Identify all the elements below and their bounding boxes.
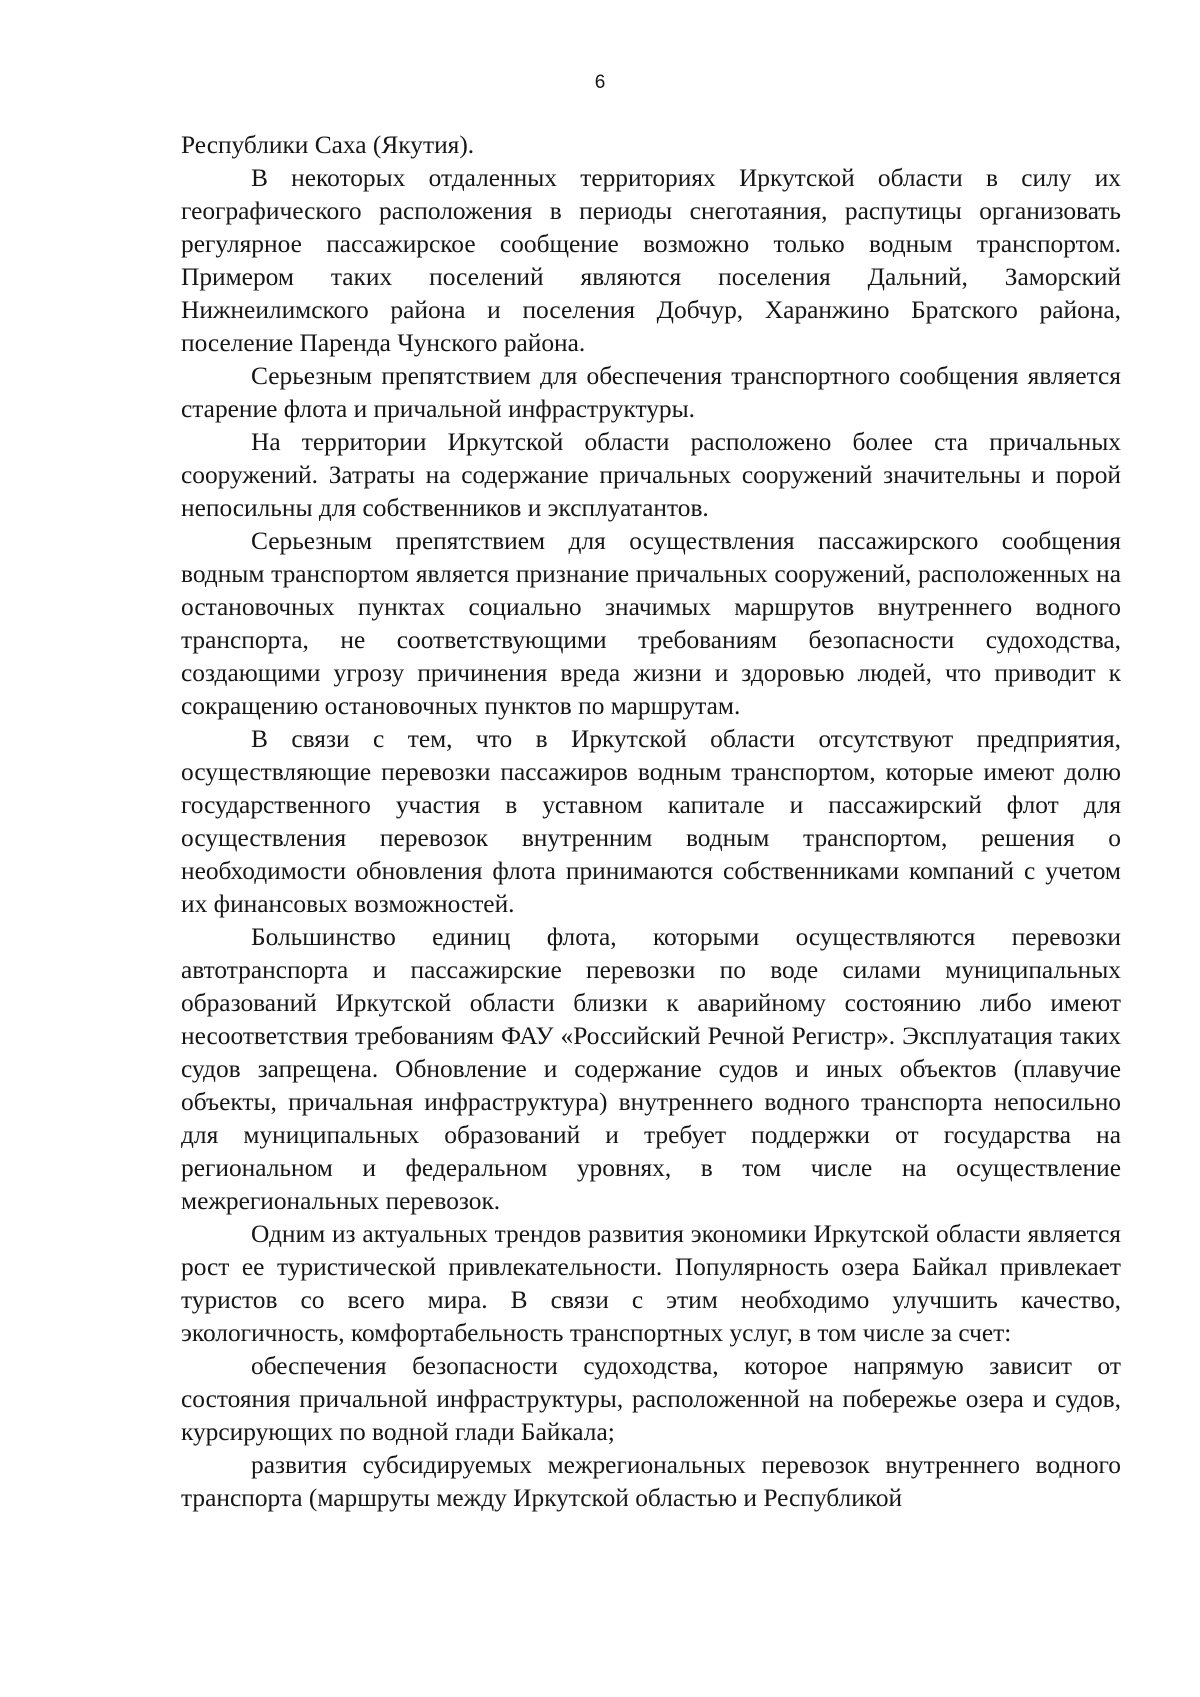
- paragraph-municipal-fleet: Большинство единиц флота, которыми осуществляются перевозки автотранспорта и пассажирские перевозки по воде силами муниципальных образований Иркутской области близки к аварийному состоянию либо имеют несоответствия требованиям ФАУ «Российский Речной Регистр». Эксплуатация таких судов запрещена. Обновление и содержание судов и иных объектов (плавучие объекты, причальная инфраструктура) внутреннего водного транспорта непосильно для муниципальных образований и требует поддержки от государства на региональном и федеральном уровнях, в том числе на осуществление межрегиональных перевозок.: [181, 923, 1121, 1215]
- paragraph-interregional-transport: развития субсидируемых межрегиональных перевозок внутреннего водного транспорта (маршруты между Иркутской областью и Республикой: [181, 1451, 1121, 1512]
- paragraph-remote-territories: В некоторых отдаленных территориях Иркутской области в силу их географического расположения в периоды снеготаяния, распутицы организовать регулярное пассажирское сообщение возможно только водным транспортом. Примером таких поселений являются поселения Дальний, Заморский Нижнеилимского района и поселения Добчур, Харанжино Братского района, поселение Паренда Чунского района.: [181, 164, 1121, 357]
- page-number: 6: [594, 72, 606, 93]
- paragraph-tourism-trend: Одним из актуальных трендов развития экономики Иркутской области является рост ее туристической привлекательности. Популярность озера Байкал привлекает туристов со всего мира. В связи с этим необходимо улучшить качество, экологичность, комфортабельность транспортных услуг, в том числе за счет:: [181, 1220, 1121, 1347]
- paragraph-berth-safety: Серьезным препятствием для осуществления пассажирского сообщения водным транспортом является признание причальных сооружений, расположенных на остановочных пунктах социально значимых маршрутов внутреннего водного транспорта, не соответствующими требованиям безопасности судоходства, создающими угрозу причинения вреда жизни и здоровью людей, что приводит к сокращению остановочных пунктов по маршрутам.: [181, 527, 1121, 720]
- paragraph-berth-structures: На территории Иркутской области расположено более ста причальных сооружений. Затраты на содержание причальных сооружений значительны и порой непосильны для собственников и эксплуатантов.: [181, 428, 1121, 522]
- document-body: [181, 129, 1121, 1515]
- paragraph-navigation-safety: обеспечения безопасности судоходства, которое напрямую зависит от состояния причальной инфраструктуры, расположенной на побережье озера и судов, курсирующих по водной глади Байкала;: [181, 1352, 1121, 1446]
- paragraph-fleet-aging: Серьезным препятствием для обеспечения транспортного сообщения является старение флота и причальной инфраструктуры.: [181, 362, 1121, 423]
- paragraph-continuation: Республики Саха (Якутия).: [181, 131, 475, 159]
- paragraph-fleet-renewal: В связи с тем, что в Иркутской области отсутствуют предприятия, осуществляющие перевозки пассажиров водным транспортом, которые имеют долю государственного участия в уставном капитале и пассажирский флот для осуществления перевозок внутренним водным транспортом, решения о необходимости обновления флота принимаются собственниками компаний с учетом их финансовых возможностей.: [181, 725, 1121, 918]
